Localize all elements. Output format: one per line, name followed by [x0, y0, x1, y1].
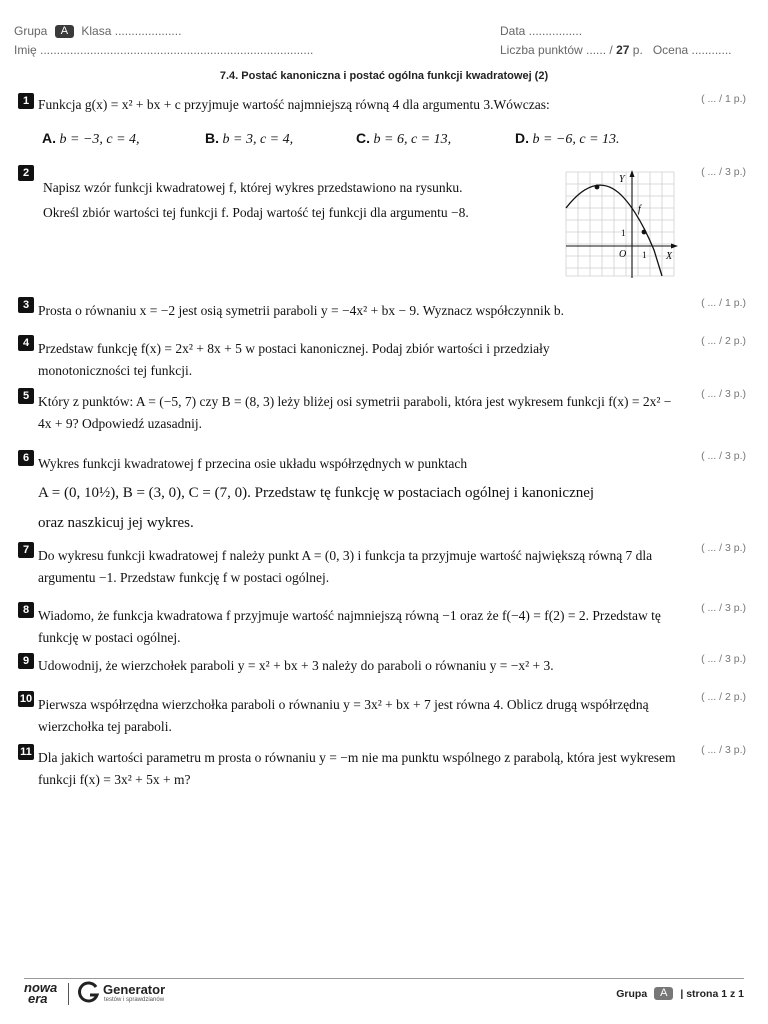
logo-separator	[68, 983, 69, 1005]
option-letter: B.	[205, 130, 219, 146]
generator-logo-subtitle: testów i sprawdzianów	[104, 997, 165, 1003]
footer-page-label: | strona 1 z 1	[680, 988, 744, 1000]
points-total: 27	[616, 43, 630, 57]
vertex-point	[595, 185, 600, 190]
parabola-graph	[562, 168, 680, 280]
question-text: Dla jakich wartości parametru m prosta o równaniu y = −m nie ma punktu wspólnego z parabolą, która jest wykresem funkcji f(x) = 3x² + 5x + m?	[38, 750, 676, 787]
question-points: ( ... / 3 p.)	[701, 388, 746, 400]
question-line: A = (0, 10½), B = (3, 0), C = (7, 0). Przedstaw tę funkcję w postaciach ogólnej i kanonicznej	[38, 485, 595, 501]
curve-label: f	[638, 204, 641, 215]
points-label: Liczba punktów ...... /	[500, 43, 613, 57]
question-points: ( ... / 3 p.)	[701, 166, 746, 178]
answer-option	[356, 130, 451, 148]
grade-field: Ocena ............	[652, 43, 732, 57]
x-tick-label: 1	[642, 250, 647, 260]
x-axis-label: X	[666, 251, 673, 262]
y-tick-label: 1	[621, 228, 626, 238]
y-axis-label: Y	[619, 174, 625, 185]
group-label: Grupa	[14, 24, 48, 38]
question-text: Funkcja g(x) = x² + bx + c przyjmuje wartość najmniejszą równą 4 dla argumentu 3.Wówczas:	[38, 97, 550, 112]
question-points: ( ... / 3 p.)	[701, 542, 746, 554]
origin-label: O	[619, 249, 627, 260]
group-field	[14, 24, 181, 38]
option-text: b = −6, c = 13.	[532, 132, 620, 147]
question-number: 8	[18, 602, 34, 618]
footer-divider	[24, 978, 744, 979]
option-letter: D.	[515, 130, 529, 146]
question-number: 10	[19, 693, 33, 705]
question-number: 5	[18, 388, 34, 404]
question-number: 9	[18, 653, 34, 669]
question-points: ( ... / 3 p.)	[701, 602, 746, 614]
option-text: b = −3, c = 4,	[59, 132, 140, 147]
question-points: ( ... / 3 p.)	[701, 653, 746, 665]
worksheet-title: 7.4. Postać kanoniczna i postać ogólna funkcji kwadratowej (2)	[219, 70, 549, 82]
answer-option	[42, 130, 140, 148]
question-points: ( ... / 3 p.)	[701, 744, 746, 756]
question-number: 7	[18, 542, 34, 558]
answer-option	[205, 130, 293, 148]
question-line: Określ zbiór wartości tej funkcji f. Podaj wartość tej funkcji dla argumentu −8.	[43, 205, 469, 220]
question-number: 4	[18, 335, 34, 351]
question-text: Który z punktów: A = (−5, 7) czy B = (8, 3) leży bliżej osi symetrii paraboli, która jest wykresem funkcji f(x) = 2x² − 4x + 9? Odpowiedź uzasadnij.	[38, 394, 672, 431]
question-points: ( ... / 2 p.)	[701, 335, 746, 347]
question-text: Przedstaw funkcję f(x) = 2x² + 8x + 5 w postaci kanonicznej. Podaj zbiór wartości i przedziały monotoniczności tej funkcji.	[38, 341, 550, 378]
points-unit: p.	[632, 43, 643, 57]
points-field	[500, 43, 732, 57]
question-text: Udowodnij, że wierzchołek paraboli y = x² + bx + 3 należy do paraboli o równaniu y = −x² + 3.	[38, 658, 554, 673]
footer-group-badge: A	[654, 987, 673, 1000]
question-number: 1	[18, 93, 34, 109]
question-points: ( ... / 2 p.)	[701, 691, 746, 703]
question-text: Pierwsza współrzędna wierzchołka paraboli o równaniu y = 3x² + bx + 7 jest równa 4. Oblicz drugą współrzędną wierzchołka tej paraboli.	[38, 697, 649, 734]
generator-logo-title: Generator	[103, 982, 166, 997]
option-letter: C.	[356, 130, 370, 146]
question-points: ( ... / 1 p.)	[701, 93, 746, 105]
generator-logo-icon	[77, 981, 101, 1005]
question-points: ( ... / 3 p.)	[701, 450, 746, 462]
question-number: 11	[18, 744, 34, 760]
curve-point	[642, 230, 647, 235]
logo-line: nowa	[24, 980, 58, 995]
date-field: Data ................	[500, 24, 583, 38]
option-text: b = 3, c = 4,	[222, 132, 294, 147]
question-line: Wykres funkcji kwadratowej f przecina osie układu współrzędnych w punktach	[38, 456, 468, 471]
question-points: ( ... / 1 p.)	[701, 297, 746, 309]
question-number: 3	[18, 297, 34, 313]
logo-line: era	[28, 991, 48, 1006]
question-number: 6	[18, 450, 34, 466]
option-text: b = 6, c = 13,	[373, 132, 452, 147]
class-field: Klasa ....................	[81, 24, 182, 38]
option-letter: A.	[42, 130, 56, 146]
question-line: Napisz wzór funkcji kwadratowej f, której wykres przedstawiono na rysunku.	[43, 180, 463, 195]
group-badge: A	[55, 25, 74, 38]
question-text: Wiadomo, że funkcja kwadratowa f przyjmuje wartość najmniejszą równą −1 oraz że f(−4) = f(2) = 2. Przedstaw tę funkcję w postaci ogólnej.	[38, 608, 661, 645]
question-line: oraz naszkicuj jej wykres.	[38, 515, 194, 531]
question-text: Do wykresu funkcji kwadratowej f należy punkt A = (0, 3) i funkcja ta przyjmuje wartość największą równą 7 dla argumentu −1. Przedstaw funkcję f w postaci ogólnej.	[38, 548, 653, 585]
footer-group-label: Grupa	[616, 988, 648, 1000]
question-number: 2	[18, 165, 34, 181]
answer-option	[515, 130, 620, 148]
nowa-era-logo	[24, 982, 64, 1004]
question-text: Prosta o równaniu x = −2 jest osią symetrii paraboli y = −4x² + bx − 9. Wyznacz współczynnik b.	[38, 303, 564, 318]
footer-page-info	[616, 987, 744, 1000]
name-field: Imię ..................................................................................	[14, 43, 314, 57]
